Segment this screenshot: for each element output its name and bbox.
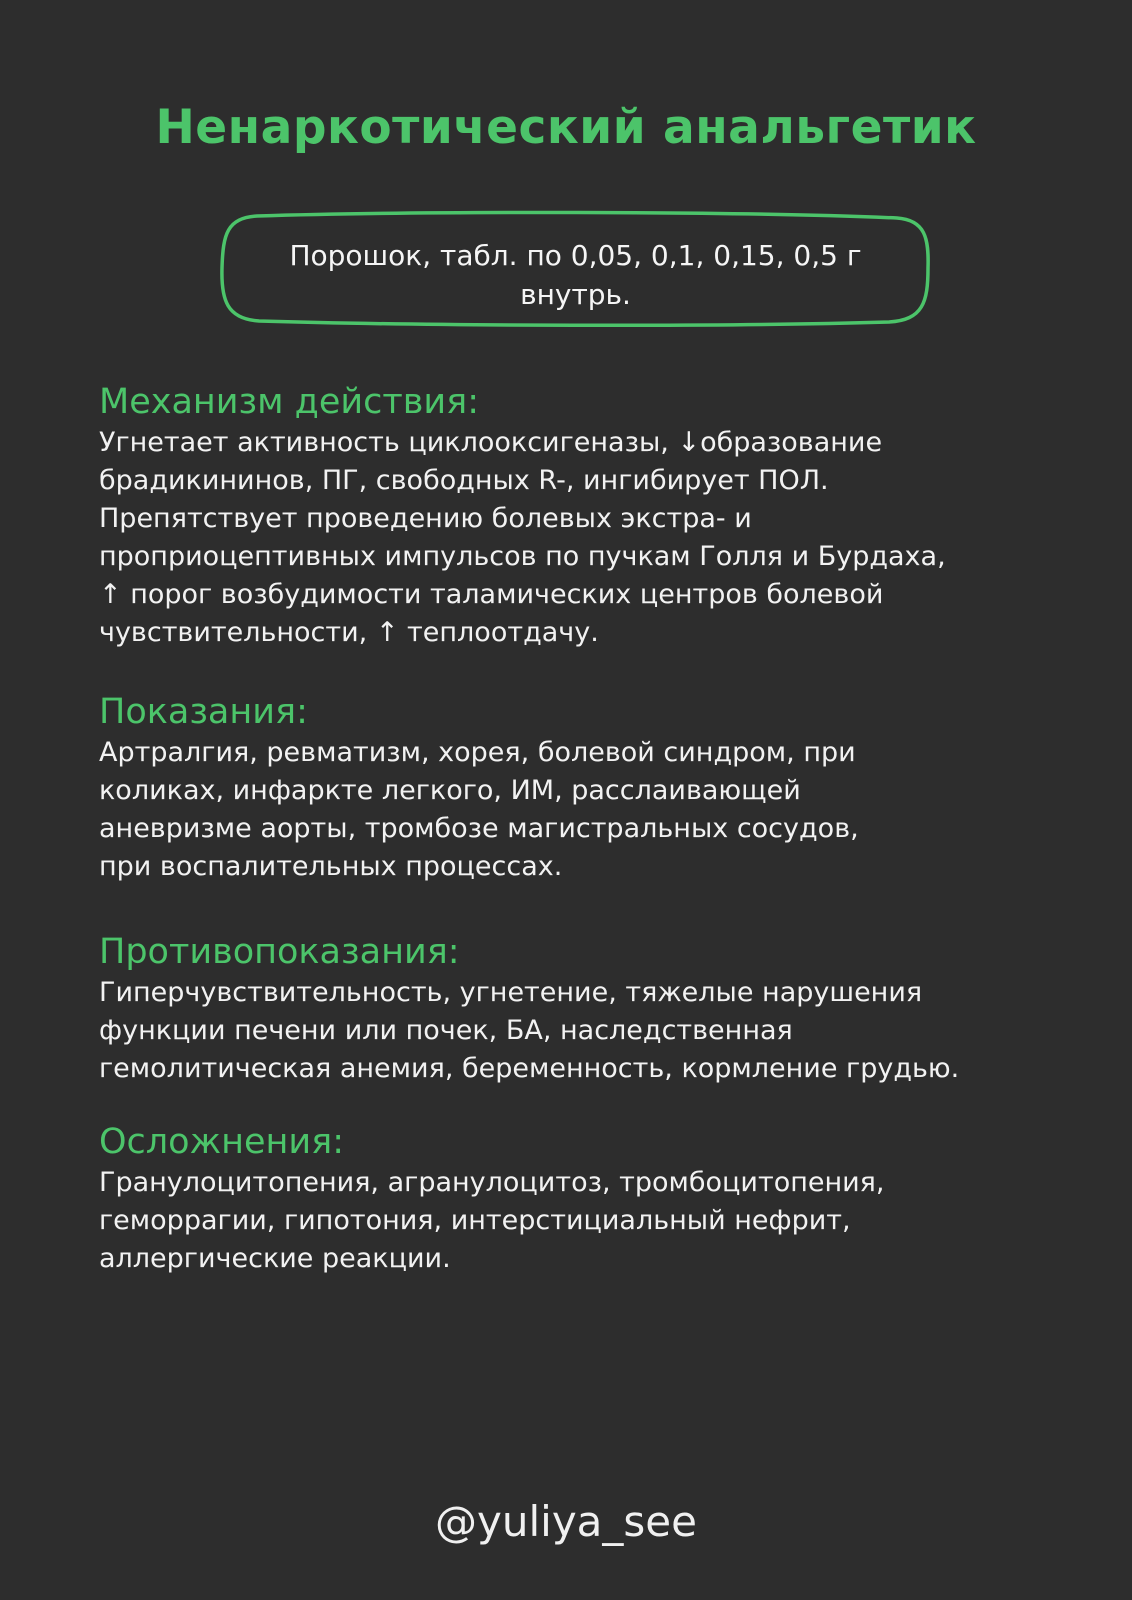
- dosage-box: [217, 210, 934, 328]
- complications-text: Гранулоцитопения, агранулоцитоз, тромбоцитопения, геморрагии, гипотония, интерстициальный нефрит, аллергические реакции.: [99, 1167, 885, 1274]
- section-indications: [99, 690, 1059, 886]
- author-handle: @yuliya_see: [435, 1497, 697, 1546]
- page-title: Ненаркотический анальгетик: [155, 100, 977, 155]
- mechanism-text: Угнетает активность циклооксигеназы, ↓образование брадикининов, ПГ, свободных R-, ингибирует ПОЛ. Препятствует проведению болевых экстра- и проприоцептивных импульсов по пучкам Голля и Бурдаха, ↑ порог возбудимости таламических центров болевой чувствительности, ↑ теплоотдачу.: [99, 427, 946, 648]
- indications-heading: Показания:: [99, 692, 308, 732]
- contraindications-text: Гиперчувствительность, угнетение, тяжелые нарушения функции печени или почек, БА, наследственная гемолитическая анемия, беременность, кормление грудью.: [99, 977, 960, 1084]
- section-contraindications: [99, 930, 1059, 1088]
- complications-heading: Осложнения:: [99, 1122, 344, 1162]
- contraindications-heading: Противопоказания:: [99, 932, 460, 972]
- section-mechanism: [99, 380, 1059, 652]
- mechanism-heading: Механизм действия:: [99, 382, 479, 422]
- section-complications: [99, 1120, 1059, 1278]
- indications-text: Артралгия, ревматизм, хорея, болевой синдром, при коликах, инфаркте легкого, ИМ, расслаивающей аневризме аорты, тромбозе магистральных сосудов, при воспалительных процессах.: [99, 737, 859, 882]
- dosage-text: Порошок, табл. по 0,05, 0,1, 0,15, 0,5 г внутрь.: [289, 239, 862, 311]
